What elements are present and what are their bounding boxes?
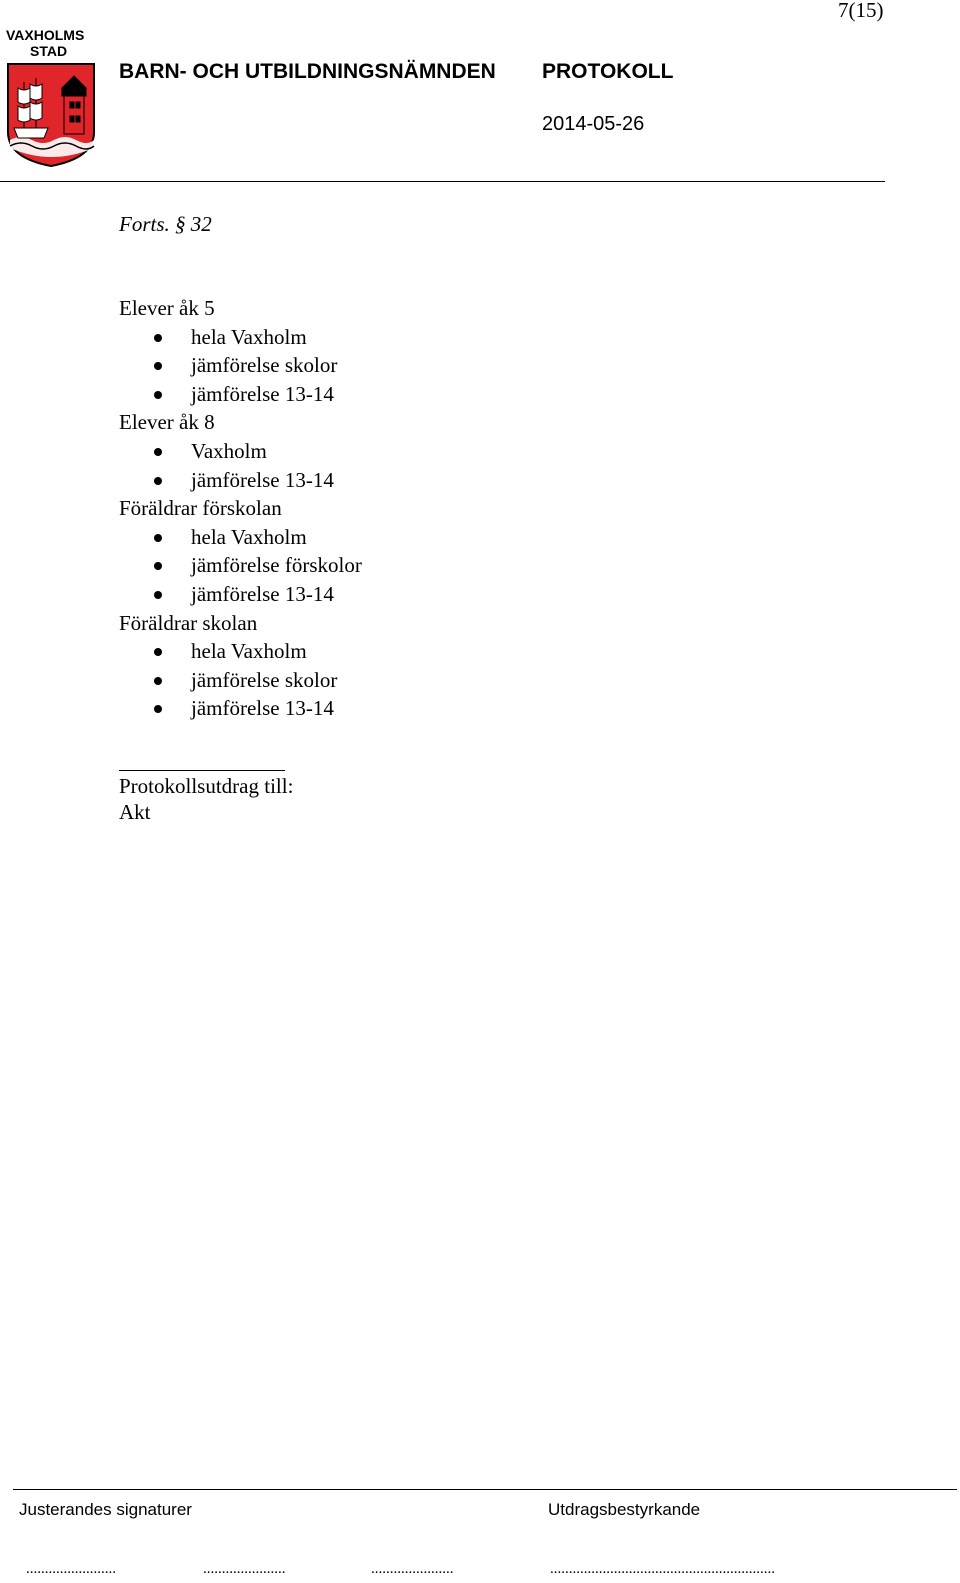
list-item: jämförelse skolor [119,666,362,695]
page-number: 7(15) [838,0,884,22]
group-title: Elever åk 8 [119,410,215,435]
meeting-date: 2014-05-26 [542,113,645,135]
signature-line-2: ...................... [203,1561,286,1577]
list-item: hela Vaxholm [119,323,362,352]
bullet-icon [154,448,162,456]
crest-tower [62,76,86,134]
bullet-icon [154,562,162,570]
bullet-icon [154,534,162,542]
footer-signatures-label: Justerandes signaturer [19,1500,192,1519]
distribution-recipient: Akt [119,800,151,824]
distribution-label: Protokollsutdrag till: [119,774,294,798]
signature-line-3: ...................... [371,1561,454,1577]
list-item: jämförelse 13-14 [119,380,362,409]
group-title: Elever åk 5 [119,296,215,320]
group-title: Föräldrar skolan [119,610,258,635]
list-item: jämförelse 13-14 [119,466,362,495]
group-title: Föräldrar förskolan [119,496,282,521]
bullet-icon [154,334,162,342]
bullet-icon [154,477,162,485]
bullet-icon [154,705,162,713]
header-divider [0,181,885,182]
signature-line-1: ........................ [26,1561,116,1577]
document-type: PROTOKOLL [542,60,674,83]
list-item: hela Vaxholm [119,637,362,666]
bullet-icon [154,648,162,656]
logo-text-line1: VAXHOLMS [6,27,85,43]
list-item: jämförelse skolor [119,351,362,380]
committee-name: BARN- OCH UTBILDNINGSNÄMNDEN [119,60,496,83]
group-elever-ak5 [119,294,362,408]
footer-certification-label: Utdragsbestyrkande [548,1500,701,1519]
list-item: jämförelse förskolor [119,551,362,580]
distribution-block [119,773,293,825]
list-item: jämförelse 13-14 [119,580,362,609]
logo-text-line2: STAD [30,43,68,59]
group-foraldrar-skolan [119,609,362,723]
bullet-icon [154,391,162,399]
bullet-icon [154,362,162,370]
bullet-icon [154,591,162,599]
footer-divider [13,1489,957,1490]
group-foraldrar-forskolan [119,494,362,608]
distribution-divider [119,770,285,771]
coat-of-arms-logo [6,62,96,168]
group-elever-ak8 [119,408,362,494]
list-item: Vaxholm [119,437,362,466]
certification-line: ............................................................ [550,1561,775,1577]
bullet-icon [154,677,162,685]
continuation-heading: Forts. § 32 [119,212,212,236]
survey-groups [119,294,362,723]
list-item: jämförelse 13-14 [119,694,362,723]
list-item: hela Vaxholm [119,523,362,552]
